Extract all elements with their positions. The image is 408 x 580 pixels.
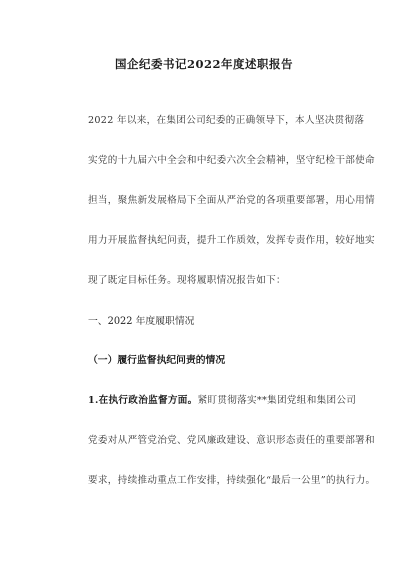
subsection-heading: （一）履行监督执纪问责的情况 [88,355,226,366]
item-line-2: 党委对从严管党治党、党风廉政建设、意识形态责任的重要部署和 [88,435,375,446]
item-first-line-rest: 紧盯贯彻落实**集团党组和集团公司 [197,395,357,406]
document-title: 国企纪委书记2022年度述职报告 [114,57,293,71]
intro-line-5: 现了既定目标任务。现将履职情况报告如下： [88,275,286,286]
intro-line-4: 用力开展监督执纪问责，提升工作质效，发挥专责作用，较好地实 [88,235,375,246]
item-lead: 1.在执行政治监督方面。 [88,395,198,406]
intro-line-2: 实党的十九届六中全会和中纪委六次全会精神，坚守纪检干部使命 [88,155,375,166]
section-heading: 一、2022 年度履职情况 [88,316,195,327]
item-line-3: 要求，持续推动重点工作安排，持续强化“最后一公里”的执行力。 [88,475,376,486]
item-first-line [88,392,357,406]
intro-line-1: 2022 年以来，在集团公司纪委的正确领导下，本人坚决贯彻落 [88,115,365,126]
intro-line-3: 担当，聚焦新发展格局下全面从严治党的各项重要部署，用心用情 [88,195,375,206]
